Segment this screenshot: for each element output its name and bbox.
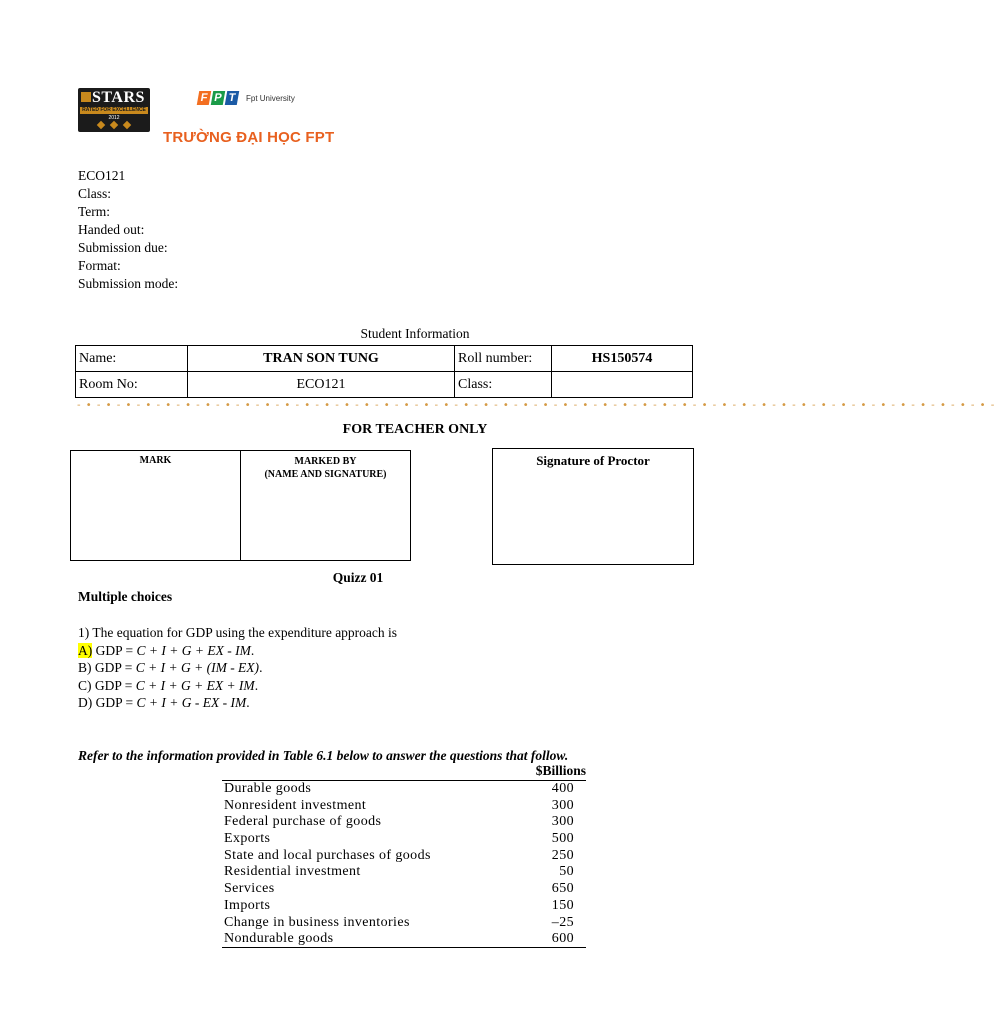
fpt-letter-t: T <box>225 91 239 105</box>
row-value: 650 <box>551 881 574 897</box>
marked-by-line2: (NAME AND SIGNATURE) <box>264 469 387 480</box>
option-letter: A) <box>78 642 93 658</box>
option-suffix: . <box>259 660 263 675</box>
fpt-university-label: Fpt University <box>246 94 295 103</box>
table-row <box>224 797 574 814</box>
student-info-table <box>75 345 693 398</box>
row-label: Imports <box>224 897 271 913</box>
table-row <box>224 847 574 864</box>
table-bottom-rule <box>222 947 586 948</box>
table-row <box>76 372 693 398</box>
table-row <box>224 930 574 947</box>
row-value: 400 <box>551 781 574 796</box>
option-expression: C + I + G + EX - IM <box>136 642 251 658</box>
option-expression: C + I + G + (IM - EX) <box>135 660 260 675</box>
question-block <box>78 624 397 712</box>
row-value: 500 <box>551 831 574 847</box>
term-label: Term: <box>78 204 111 219</box>
table-row <box>224 914 574 931</box>
option-prefix: GDP = <box>91 677 136 693</box>
option-letter: C) <box>78 677 92 693</box>
row-value: 50 <box>559 864 574 880</box>
format-label: Format: <box>78 258 121 273</box>
fpt-letter-f: F <box>197 91 211 105</box>
stars-logo-word: STARS <box>92 89 145 106</box>
row-value: 300 <box>551 814 574 830</box>
stars-logo-tagline: RATED FOR EXCELLENCE <box>80 107 148 114</box>
table-row <box>224 863 574 880</box>
class-label-cell: Class: <box>455 372 552 398</box>
dotted-separator: - • - • - • - • - • - • - • - • - • - • - • - • - • - • - • - • - • - • - • - • - • - • - • - • - • - • - • - • - • - • - • - • - • - • - • - • - • - • - • - • - • - • - • - • - • - • - <box>77 400 995 411</box>
option-suffix: . <box>250 642 255 658</box>
option-b <box>78 659 397 677</box>
fpt-university-logo <box>163 91 335 149</box>
fpt-school-name: TRƯỜNG ĐẠI HỌC FPT <box>163 129 335 146</box>
assignment-info <box>78 167 178 293</box>
option-letter: B) <box>78 660 92 675</box>
table-row <box>224 813 574 830</box>
row-label: Nonresident investment <box>224 797 367 813</box>
proctor-signature-box <box>492 448 694 565</box>
room-value: ECO121 <box>188 372 455 398</box>
option-expression: C + I + G + EX + IM <box>135 677 255 693</box>
row-label: Residential investment <box>224 864 361 880</box>
option-suffix: . <box>246 695 250 710</box>
name-label: Name: <box>76 346 188 372</box>
submission-due-label: Submission due: <box>78 240 168 255</box>
marked-by-line1: MARKED BY <box>294 456 357 467</box>
roll-number-value: HS150574 <box>552 346 693 372</box>
option-expression: C + I + G - EX - IM <box>136 695 247 710</box>
submission-mode-label: Submission mode: <box>78 276 179 291</box>
stars-logo-year: 2012 <box>108 115 120 121</box>
teacher-only-title: FOR TEACHER ONLY <box>342 422 488 437</box>
class-label: Class: <box>78 186 112 201</box>
row-label: Exports <box>224 831 271 847</box>
section-title: Multiple choices <box>78 589 173 604</box>
row-value: 250 <box>551 847 574 863</box>
question-text: 1) The equation for GDP using the expenditure approach is <box>78 625 398 640</box>
handed-out-label: Handed out: <box>78 222 145 237</box>
fpt-letter-p: P <box>211 91 225 105</box>
student-info-caption: Student Information <box>360 326 470 341</box>
option-letter: D) <box>78 695 93 710</box>
option-prefix: GDP = <box>91 660 136 675</box>
row-label: Durable goods <box>224 781 312 796</box>
option-d <box>78 694 397 712</box>
gdp-data-table <box>224 780 574 947</box>
row-label: Nondurable goods <box>224 931 334 947</box>
class-value <box>552 372 693 398</box>
quiz-title: Quizz 01 <box>332 570 384 585</box>
row-label: Federal purchase of goods <box>224 814 382 830</box>
fpt-letter-boxes <box>198 91 238 105</box>
option-prefix: GDP = <box>92 642 137 658</box>
marked-by-label <box>241 455 410 481</box>
proctor-signature-label: Signature of Proctor <box>536 453 650 468</box>
course-code: ECO121 <box>78 168 126 183</box>
table-row <box>224 830 574 847</box>
option-a <box>78 642 397 660</box>
stars-emblem-icon <box>81 92 91 102</box>
table-row <box>224 880 574 897</box>
table-row <box>224 780 574 797</box>
marking-box <box>70 450 411 561</box>
name-value: TRAN SON TUNG <box>188 346 455 372</box>
stars-rating-logo <box>78 88 150 132</box>
row-label: Change in business inventories <box>224 914 410 930</box>
row-label: Services <box>224 881 275 897</box>
option-suffix: . <box>254 677 259 693</box>
roll-number-label: Roll number: <box>455 346 552 372</box>
row-value: 300 <box>551 797 574 813</box>
row-value: 600 <box>551 931 574 947</box>
row-value: –25 <box>551 914 574 930</box>
room-label: Room No: <box>76 372 188 398</box>
table-column-header: $Billions <box>535 763 586 778</box>
row-label: State and local purchases of goods <box>224 847 431 863</box>
refer-instruction: Refer to the information provided in Table 6.1 below to answer the questions that follow. <box>78 748 569 763</box>
row-value: 150 <box>551 897 574 913</box>
mark-label: MARK <box>139 455 172 466</box>
option-prefix: GDP = <box>92 695 137 710</box>
table-row <box>224 897 574 914</box>
option-c <box>78 677 397 695</box>
stars-diamonds-icon <box>98 122 130 128</box>
table-row <box>76 346 693 372</box>
